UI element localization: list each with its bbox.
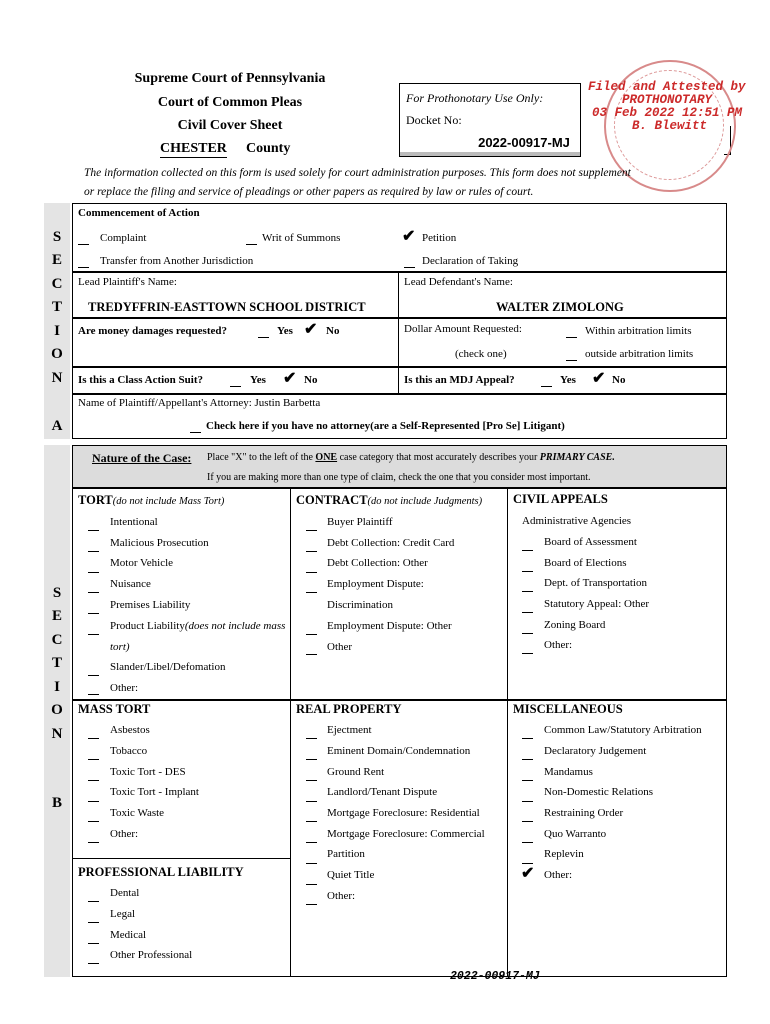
- petition-check-icon[interactable]: ✔: [402, 228, 416, 245]
- tort-title-text: TORT: [78, 493, 113, 507]
- misc-checkbox[interactable]: [522, 759, 533, 760]
- prof-checkbox[interactable]: [88, 901, 99, 902]
- transfer-checkbox[interactable]: [78, 267, 89, 268]
- civil-appeals-title: CIVIL APPEALS: [513, 492, 608, 506]
- money-no-label: No: [326, 325, 340, 337]
- tort-item: Malicious Prosecution: [110, 537, 209, 549]
- court-title: Supreme Court of Pennsylvania: [134, 71, 326, 86]
- civil-checkbox[interactable]: [522, 571, 533, 572]
- section-a-letter: C: [51, 276, 63, 292]
- civil-item: Board of Assessment: [544, 536, 637, 548]
- tort-checkbox[interactable]: [88, 572, 99, 573]
- misc-checkbox[interactable]: [522, 780, 533, 781]
- plaintiff-label: Lead Plaintiff's Name:: [78, 276, 177, 288]
- contract-checkbox[interactable]: [306, 530, 317, 531]
- section-b-letter: N: [51, 726, 63, 742]
- product-liability-label: Product Liability: [110, 620, 185, 632]
- section-a-letter: N: [51, 370, 63, 386]
- real-checkbox[interactable]: [306, 759, 317, 760]
- county-name[interactable]: CHESTER: [160, 141, 227, 156]
- nature-instruction-2: If you are making more than one type of claim, check the one that you consider most important.: [207, 472, 591, 483]
- civil-checkbox[interactable]: [522, 591, 533, 592]
- mass-item: Toxic Tort - Implant: [110, 786, 199, 798]
- contract-note: (do not include Judgments): [367, 496, 483, 507]
- tort-checkbox[interactable]: [88, 694, 99, 695]
- real-item: Landlord/Tenant Dispute: [327, 786, 438, 798]
- plaintiff-name[interactable]: TREDYFFRIN-EASTTOWN SCHOOL DISTRICT: [88, 300, 366, 314]
- real-checkbox[interactable]: [306, 801, 317, 802]
- misc-box: [507, 700, 727, 977]
- class-yes-checkbox[interactable]: [230, 386, 241, 387]
- misc-checkbox[interactable]: [522, 842, 533, 843]
- docket-label: Docket No:: [406, 113, 462, 127]
- writ-label: Writ of Summons: [262, 232, 341, 244]
- docket-bar: [400, 152, 580, 156]
- professional-liability-title: PROFESSIONAL LIABILITY: [78, 865, 244, 879]
- real-checkbox[interactable]: [306, 738, 317, 739]
- tort-checkbox[interactable]: [88, 551, 99, 552]
- prof-checkbox[interactable]: [88, 943, 99, 944]
- prof-item: Other Professional: [110, 949, 193, 961]
- nature-text-b: case category that most accurately describes your: [339, 452, 538, 463]
- section-b-letter: O: [51, 702, 63, 718]
- mass-item: Toxic Tort - DES: [110, 766, 186, 778]
- misc-checkbox[interactable]: [522, 821, 533, 822]
- real-checkbox[interactable]: [306, 904, 317, 905]
- form-title: Civil Cover Sheet: [177, 118, 283, 133]
- misc-other-check-icon[interactable]: ✔: [521, 865, 535, 882]
- nature-one: ONE: [315, 452, 338, 463]
- tort-item: Slander/Libel/Defomation: [110, 661, 226, 673]
- tort-checkbox[interactable]: [88, 530, 99, 531]
- section-a-letter: E: [51, 252, 62, 268]
- stamp-line3: 03 Feb 2022 12:51 PM: [592, 106, 743, 120]
- section-b-letter: C: [51, 632, 63, 648]
- section-a-letter: S: [52, 229, 62, 245]
- damages-divider: [398, 318, 399, 367]
- civil-checkbox[interactable]: [522, 612, 533, 613]
- stamp-line4: B. Blewitt: [632, 119, 708, 133]
- money-yes-label: Yes: [277, 325, 293, 337]
- mdj-yes-checkbox[interactable]: [541, 386, 552, 387]
- contract-item-continued: Discrimination: [327, 599, 393, 611]
- mdj-no-label: No: [612, 374, 626, 386]
- court-subtitle: Court of Common Pleas: [157, 95, 303, 110]
- mass-tort-title: MASS TORT: [78, 702, 151, 716]
- within-checkbox[interactable]: [566, 337, 577, 338]
- mdj-yes-label: Yes: [560, 374, 576, 386]
- real-item: Eminent Domain/Condemnation: [327, 745, 471, 757]
- mass-checkbox[interactable]: [88, 842, 99, 843]
- section-b-letter: T: [51, 655, 62, 671]
- section-a-letter: I: [54, 323, 60, 339]
- contract-checkbox[interactable]: [306, 572, 317, 573]
- civil-checkbox[interactable]: [522, 550, 533, 551]
- contract-item: Debt Collection: Credit Card: [327, 537, 455, 549]
- defendant-label: Lead Defendant's Name:: [404, 276, 513, 288]
- prof-checkbox[interactable]: [88, 963, 99, 964]
- civil-appeals-subtitle: Administrative Agencies: [522, 515, 632, 527]
- transfer-label: Transfer from Another Jurisdiction: [100, 255, 254, 267]
- real-checkbox[interactable]: [306, 821, 317, 822]
- product-liability-note: (does not include mass: [184, 620, 286, 632]
- stamp-line2: PROTHONOTARY: [622, 93, 713, 107]
- prof-checkbox[interactable]: [88, 922, 99, 923]
- docket-number: 2022-00917-MJ: [478, 135, 570, 150]
- contract-item: Employment Dispute:: [327, 578, 424, 590]
- misc-item: Quo Warranto: [544, 828, 607, 840]
- outside-checkbox[interactable]: [566, 360, 577, 361]
- class-no-label: No: [304, 374, 318, 386]
- real-item: Mortgage Foreclosure: Commercial: [327, 828, 485, 840]
- contract-checkbox[interactable]: [306, 654, 317, 655]
- tort-item: Nuisance: [110, 578, 151, 590]
- misc-item: Replevin: [544, 848, 584, 860]
- misc-item: Other:: [544, 869, 573, 881]
- misc-item: Non-Domestic Relations: [544, 786, 654, 798]
- real-item: Quiet Title: [327, 869, 375, 881]
- contract-title: [296, 493, 482, 508]
- section-b-letter: E: [51, 608, 62, 624]
- mass-item: Toxic Waste: [110, 807, 165, 819]
- civil-item: Board of Elections: [544, 557, 627, 569]
- tort-checkbox[interactable]: [88, 592, 99, 593]
- prof-item: Medical: [110, 929, 147, 941]
- contract-item: Buyer Plaintiff: [327, 516, 393, 528]
- check-one-label: (check one): [455, 348, 507, 360]
- civil-item: Zoning Board: [544, 619, 606, 631]
- section-a-letter: T: [51, 299, 62, 315]
- mass-item: Tobacco: [110, 745, 148, 757]
- civil-item: Statutory Appeal: Other: [544, 598, 650, 610]
- stamp-line1: Filed and Attested by: [588, 80, 746, 94]
- footer-docket: 2022-00917-MJ: [450, 970, 540, 983]
- contract-title-text: CONTRACT: [296, 493, 368, 507]
- declaration-checkbox[interactable]: [404, 267, 415, 268]
- class-question: Is this a Class Action Suit?: [78, 374, 204, 386]
- writ-checkbox[interactable]: [246, 244, 257, 245]
- real-item: Ejectment: [327, 724, 372, 736]
- declaration-label: Declaration of Taking: [422, 255, 519, 267]
- petition-label: Petition: [422, 232, 457, 244]
- mass-checkbox[interactable]: [88, 801, 99, 802]
- no-attorney-checkbox[interactable]: [190, 432, 201, 433]
- no-attorney-label: Check here if you have no attorney(are a Self-Represented [Pro Se] Litigant): [206, 420, 565, 432]
- section-b-letter: S: [52, 585, 62, 601]
- mass-checkbox[interactable]: [88, 738, 99, 739]
- tort-item: Other:: [110, 682, 139, 694]
- tort-checkbox[interactable]: [88, 675, 99, 676]
- defendant-name[interactable]: WALTER ZIMOLONG: [496, 300, 624, 314]
- misc-item: Mandamus: [544, 766, 593, 778]
- attorney-name[interactable]: Name of Plaintiff/Appellant's Attorney: Justin Barbetta: [78, 397, 321, 409]
- section-a-letter: A: [51, 418, 63, 434]
- nature-primary: PRIMARY CASE.: [539, 452, 615, 463]
- money-no-check-icon[interactable]: ✔: [304, 321, 318, 338]
- tort-item: Motor Vehicle: [110, 557, 174, 569]
- outside-label: outside arbitration limits: [585, 348, 694, 360]
- misc-item: Restraining Order: [544, 807, 624, 819]
- nature-instruction: [207, 452, 615, 463]
- mdj-no-check-icon[interactable]: ✔: [592, 370, 606, 387]
- real-item: Mortgage Foreclosure: Residential: [327, 807, 480, 819]
- real-checkbox[interactable]: [306, 884, 317, 885]
- contract-checkbox[interactable]: [306, 634, 317, 635]
- nature-label: Nature of the Case:: [92, 451, 192, 465]
- tort-note: (do not include Mass Tort): [112, 496, 225, 507]
- mass-checkbox[interactable]: [88, 780, 99, 781]
- tort-item: Premises Liability: [110, 599, 191, 611]
- tort-title: [78, 493, 224, 508]
- within-label: Within arbitration limits: [585, 325, 692, 337]
- tort-item-continued: tort): [110, 641, 130, 653]
- prof-item: Dental: [110, 887, 140, 899]
- mass-item: Asbestos: [110, 724, 150, 736]
- civil-item: Other:: [544, 639, 573, 651]
- misc-checkbox[interactable]: [522, 863, 533, 864]
- prof-divider: [72, 858, 291, 859]
- info-text-1: The information collected on this form is used solely for court administration purposes. This form does not supplement: [84, 167, 631, 179]
- misc-checkbox[interactable]: [522, 801, 533, 802]
- section-b-letter: I: [54, 679, 60, 695]
- real-item: Partition: [327, 848, 365, 860]
- mass-checkbox[interactable]: [88, 821, 99, 822]
- misc-title: MISCELLANEOUS: [513, 702, 623, 716]
- money-yes-checkbox[interactable]: [258, 337, 269, 338]
- contract-box: [290, 488, 508, 700]
- class-divider: [398, 367, 399, 394]
- tort-checkbox[interactable]: [88, 613, 99, 614]
- class-no-check-icon[interactable]: ✔: [283, 370, 297, 387]
- parties-divider: [398, 272, 399, 318]
- real-checkbox[interactable]: [306, 842, 317, 843]
- civil-checkbox[interactable]: [522, 633, 533, 634]
- complaint-label: Complaint: [100, 232, 147, 244]
- misc-checkbox[interactable]: [522, 738, 533, 739]
- tort-checkbox[interactable]: [88, 634, 99, 635]
- contract-item: Employment Dispute: Other: [327, 620, 452, 632]
- section-b-letter: B: [51, 795, 62, 811]
- dollar-label: Dollar Amount Requested:: [404, 323, 522, 335]
- tort-item: Intentional: [110, 516, 158, 528]
- civil-checkbox[interactable]: [522, 653, 533, 654]
- nature-text-a: Place "X" to the left of the: [207, 452, 313, 463]
- class-yes-label: Yes: [250, 374, 266, 386]
- misc-item: Declaratory Judgement: [544, 745, 647, 757]
- real-checkbox[interactable]: [306, 863, 317, 864]
- contract-item: Debt Collection: Other: [327, 557, 428, 569]
- mdj-question: Is this an MDJ Appeal?: [404, 374, 515, 386]
- info-text-2: or replace the filing and service of pleadings or other papers as required by law or rules of court.: [84, 186, 534, 198]
- real-checkbox[interactable]: [306, 780, 317, 781]
- real-item: Ground Rent: [327, 766, 385, 778]
- mass-checkbox[interactable]: [88, 759, 99, 760]
- civil-item: Dept. of Transportation: [544, 577, 647, 589]
- complaint-checkbox[interactable]: [78, 244, 89, 245]
- mass-item: Other:: [110, 828, 139, 840]
- commencement-title: Commencement of Action: [78, 207, 200, 219]
- contract-item: Other: [327, 641, 353, 653]
- county-label: County: [246, 141, 291, 156]
- money-question: Are money damages requested?: [78, 325, 227, 337]
- tort-item: [110, 620, 288, 632]
- prof-item: Legal: [110, 908, 136, 920]
- prothonotary-label: For Prothonotary Use Only:: [406, 91, 544, 105]
- contract-checkbox[interactable]: [306, 551, 317, 552]
- real-item: Other:: [327, 890, 356, 902]
- misc-item: Common Law/Statutory Arbitration: [544, 724, 702, 736]
- real-property-title: REAL PROPERTY: [296, 702, 402, 716]
- mass-tort-box: [72, 700, 291, 977]
- contract-checkbox[interactable]: [306, 592, 317, 593]
- section-a-letter: O: [51, 346, 63, 362]
